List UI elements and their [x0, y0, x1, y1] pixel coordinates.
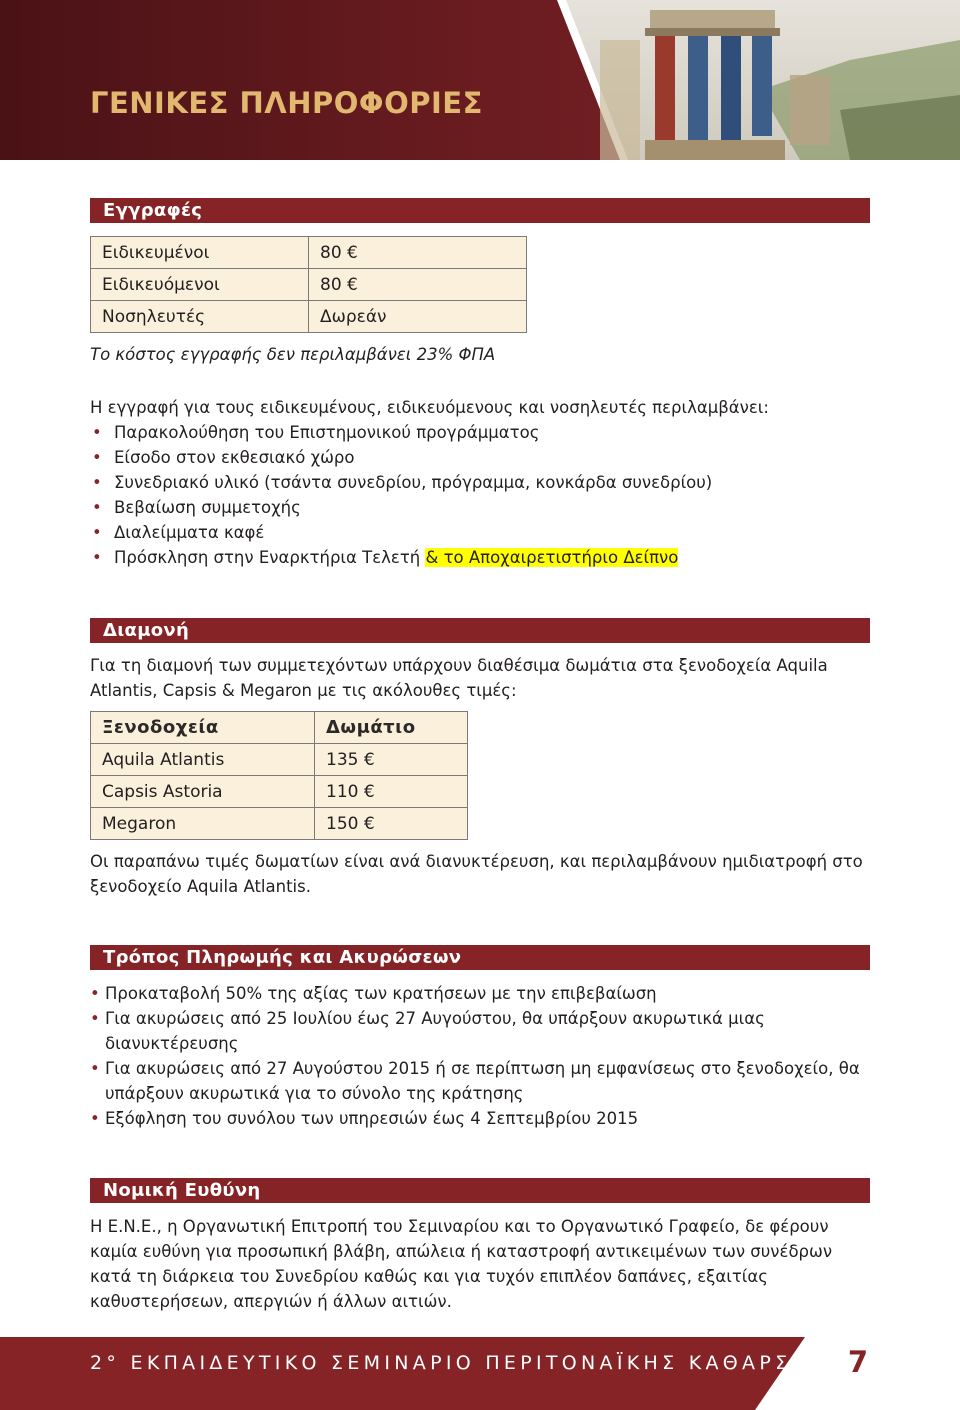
list-item: • Βεβαίωση συμμετοχής — [90, 495, 870, 520]
footer-title: 2° ΕΚΠΑΙΔΕΥΤΙΚΟ ΣΕΜΙΝΑΡΙΟ ΠΕΡΙΤΟΝΑΪΚΗΣ ΚΑΘΑΡΣΗΣ — [90, 1352, 827, 1374]
fee-label: Ειδικευόμενοι — [91, 269, 309, 301]
fee-value: Δωρεάν — [309, 301, 527, 333]
column-header-hotel: Ξενοδοχεία — [91, 712, 315, 744]
section-heading-liability: Νομική Ευθύνη — [90, 1178, 870, 1203]
fee-label: Ειδικευμένοι — [91, 237, 309, 269]
section-heading-accommodation: Διαμονή — [90, 618, 870, 643]
section-heading-registration: Εγγραφές — [90, 198, 870, 223]
table-row — [91, 269, 527, 301]
includes-intro: Η εγγραφή για τους ειδικευμένους, ειδικευόμενους και νοσηλευτές περιλαμβάνει: — [90, 398, 769, 417]
table-header-row — [91, 712, 468, 744]
payment-terms-list — [90, 981, 870, 1131]
includes-list — [90, 420, 870, 570]
hotel-name: Aquila Atlantis — [91, 744, 315, 776]
list-item: • Συνεδριακό υλικό (τσάντα συνεδρίου, πρόγραμμα, κονκάρδα συνεδρίου) — [90, 470, 870, 495]
list-item: • Διαλείμματα καφέ — [90, 520, 870, 545]
registration-fee-table — [90, 236, 527, 333]
list-item: • Προκαταβολή 50% της αξίας των κρατήσεων με την επιβεβαίωση — [90, 981, 870, 1006]
list-item: • Παρακολούθηση του Επιστημονικού προγράμματος — [90, 420, 870, 445]
table-row — [91, 744, 468, 776]
list-item-text: Πρόσκληση στην Εναρκτήρια Τελετή — [114, 548, 426, 567]
accommodation-intro: Για τη διαμονή των συμμετεχόντων υπάρχουν διαθέσιμα δωμάτια στα ξενοδοχεία Aquila Atlantis, Capsis & Megaron με τις ακόλουθες τιμές: — [90, 656, 828, 700]
vat-note: Το κόστος εγγραφής δεν περιλαμβάνει 23% ΦΠΑ — [90, 345, 496, 364]
list-item: • Είσοδο στον εκθεσιακό χώρο — [90, 445, 870, 470]
liability-text: Η Ε.Ν.Ε., η Οργανωτική Επιτροπή του Σεμιναρίου και το Οργανωτικό Γραφείο, δε φέρουν καμία ευθύνη για προσωπική βλάβη, απώλεια ή καταστροφή αντικειμένων των συνέδρων κατά τη διάρκεια του Συνεδρίου καθώς και για τυχόν επιπλέον δαπάνες, εξαιτίας καθυστερήσεων, απεργιών ή άλλων αιτιών. — [90, 1217, 833, 1311]
list-item: • Εξόφληση του συνόλου των υπηρεσιών έως 4 Σεπτεμβρίου 2015 — [90, 1106, 870, 1131]
table-row — [91, 808, 468, 840]
list-item: • Για ακυρώσεις από 25 Ιουλίου έως 27 Αυγούστου, θα υπάρξουν ακυρωτικά μιας διανυκτέρευσης — [90, 1006, 870, 1056]
page-number: 7 — [847, 1345, 868, 1379]
hotel-price: 110 € — [315, 776, 468, 808]
accommodation-note: Οι παραπάνω τιμές δωματίων είναι ανά διανυκτέρευση, και περιλαμβάνουν ημιδιατροφή στο ξενοδοχείο Aquila Atlantis. — [90, 852, 863, 896]
page-title: ΓΕΝΙΚΕΣ ΠΛΗΡΟΦΟΡΙΕΣ — [90, 86, 483, 120]
table-row — [91, 776, 468, 808]
hotel-price: 135 € — [315, 744, 468, 776]
header-background — [0, 0, 960, 160]
fee-label: Νοσηλευτές — [91, 301, 309, 333]
fee-value: 80 € — [309, 269, 527, 301]
palace-ruins-image — [557, 0, 960, 160]
table-row — [91, 301, 527, 333]
list-item: • Για ακυρώσεις από 27 Αυγούστου 2015 ή σε περίπτωση μη εμφανίσεως στο ξενοδοχείο, θα υπάρξουν ακυρωτικά για το σύνολο της κράτησης — [90, 1056, 870, 1106]
hotel-price-table — [90, 711, 468, 840]
highlighted-text: & το Αποχαιρετιστήριο Δείπνο — [425, 548, 679, 567]
fee-value: 80 € — [309, 237, 527, 269]
hotel-name: Megaron — [91, 808, 315, 840]
table-row — [91, 237, 527, 269]
section-heading-payment: Τρόπος Πληρωμής και Ακυρώσεων — [90, 945, 870, 970]
list-item — [90, 545, 870, 570]
column-header-room: Δωμάτιο — [315, 712, 468, 744]
hotel-price: 150 € — [315, 808, 468, 840]
page-header — [0, 0, 960, 160]
hotel-name: Capsis Astoria — [91, 776, 315, 808]
